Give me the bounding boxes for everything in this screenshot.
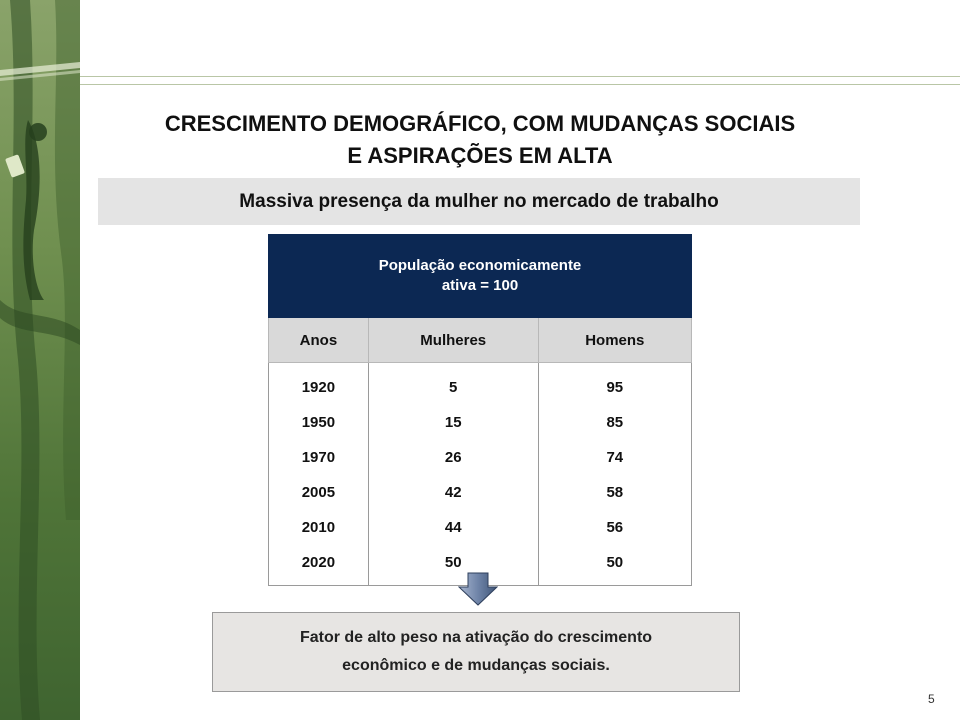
subtitle-text: Massiva presença da mulher no mercado de trabalho	[239, 190, 719, 212]
cell-year: 2020	[269, 545, 369, 586]
table-header	[269, 235, 692, 318]
population-table	[268, 234, 692, 586]
table-row	[269, 405, 692, 440]
table-row	[269, 475, 692, 510]
table-header-line-2: ativa = 100	[441, 277, 519, 294]
column-header-mulheres: Mulheres	[368, 318, 538, 363]
cell-year: 2010	[269, 510, 369, 545]
cell-women: 26	[368, 440, 538, 475]
table-header-line-1: População economicamente	[378, 257, 582, 274]
column-header-anos: Anos	[269, 318, 369, 363]
cell-men: 85	[538, 405, 691, 440]
note-line-2: econômico e de mudanças sociais.	[342, 657, 610, 674]
cell-men: 74	[538, 440, 691, 475]
cell-women: 5	[368, 363, 538, 406]
cell-year: 2005	[269, 475, 369, 510]
cell-year: 1920	[269, 363, 369, 406]
note-line-1: Fator de alto peso na ativação do crescimento	[299, 629, 653, 646]
header-rule-bottom	[80, 84, 960, 85]
tree-illustration-icon	[0, 0, 80, 720]
title-line-1: CRESCIMENTO DEMOGRÁFICO, COM MUDANÇAS SOCIAIS	[164, 111, 796, 136]
page-number: 5	[928, 692, 935, 706]
cell-men: 95	[538, 363, 691, 406]
down-arrow-icon	[458, 572, 498, 606]
cell-women: 42	[368, 475, 538, 510]
decorative-sidebar	[0, 0, 80, 720]
cell-women: 44	[368, 510, 538, 545]
header-rule-top	[80, 76, 960, 77]
cell-women: 15	[368, 405, 538, 440]
slide-title	[80, 108, 880, 172]
cell-men: 50	[538, 545, 691, 586]
cell-year: 1970	[269, 440, 369, 475]
cell-women: 50	[368, 545, 538, 586]
cell-men: 58	[538, 475, 691, 510]
cell-year: 1950	[269, 405, 369, 440]
conclusion-note	[212, 612, 740, 692]
column-header-homens: Homens	[538, 318, 691, 363]
table-row	[269, 440, 692, 475]
table-row	[269, 510, 692, 545]
table-row	[269, 363, 692, 406]
subtitle-bar	[98, 178, 860, 225]
title-line-2: E ASPIRAÇÕES EM ALTA	[347, 143, 613, 168]
cell-men: 56	[538, 510, 691, 545]
